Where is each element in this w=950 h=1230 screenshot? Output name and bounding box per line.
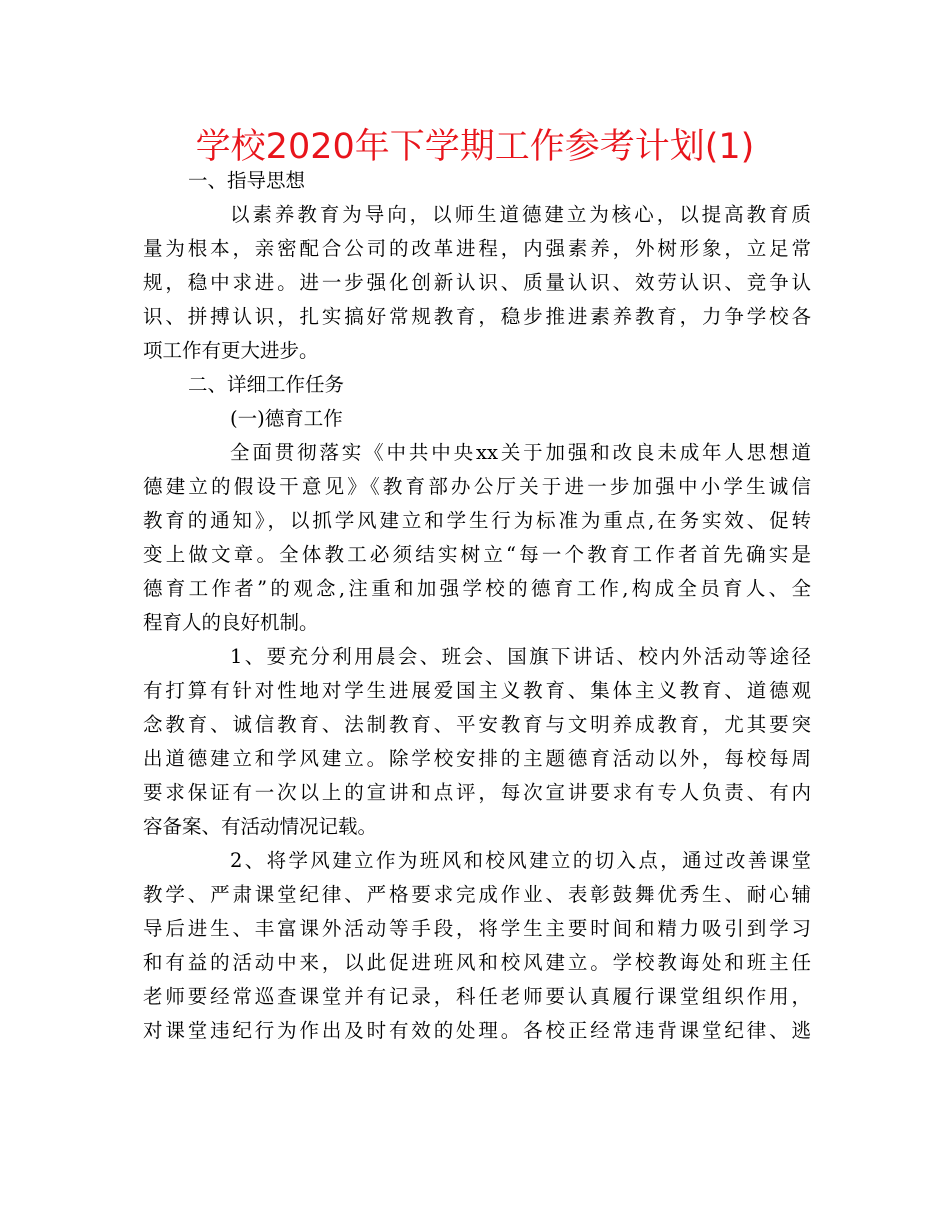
body-line: 规，稳中求进。进一步强化创新认识、质量认识、效劳认识、竞争认 (143, 271, 811, 294)
body-line: 1、要充分利用晨会、班会、国旗下讲话、校内外活动等途径 (230, 645, 811, 668)
body-line: (一)德育工作 (230, 407, 343, 430)
body-line: 一、指导思想 (188, 169, 306, 192)
body-line: 识、拼搏认识，扎实搞好常规教育，稳步推进素养教育，力争学校各 (143, 305, 811, 328)
document-title: 学校2020年下学期工作参考计划(1) (195, 127, 755, 167)
body-line: 念教育、诚信教育、法制教育、平安教育与文明养成教育，尤其要突 (143, 713, 811, 736)
body-line: 变上做文章。全体教工必须结实树立“每一个教育工作者首先确实是 (143, 543, 811, 566)
body-line: 德育工作者”的观念,注重和加强学校的德育工作,构成全员育人、全 (143, 577, 811, 600)
body-line: 教育的通知》，以抓学风建立和学生行为标准为重点,在务实效、促转 (143, 509, 811, 532)
body-line: 以素养教育为导向，以师生道德建立为核心，以提高教育质 (230, 203, 811, 226)
body-line: 导后进生、丰富课外活动等手段，将学生主要时间和精力吸引到学习 (143, 917, 811, 940)
body-line: 对课堂违纪行为作出及时有效的处理。各校正经常违背课堂纪律、逃 (143, 1019, 811, 1042)
body-line: 二、详细工作任务 (188, 373, 345, 396)
body-line: 和有益的活动中来，以此促进班风和校风建立。学校教诲处和班主任 (143, 951, 811, 974)
body-line: 全面贯彻落实《中共中央xx关于加强和改良未成年人思想道 (230, 441, 811, 464)
body-line: 出道德建立和学风建立。除学校安排的主题德育活动以外，每校每周 (143, 747, 811, 770)
body-line: 德建立的假设干意见》《教育部办公厅关于进一步加强中小学生诚信 (143, 475, 811, 498)
body-line: 容备案、有活动情况记载。 (143, 815, 378, 838)
body-line: 老师要经常巡查课堂并有记录，科任老师要认真履行课堂组织作用， (143, 985, 811, 1008)
document-body (143, 164, 811, 1048)
body-line: 有打算有针对性地对学生进展爱国主义教育、集体主义教育、道德观 (143, 679, 811, 702)
body-line: 要求保证有一次以上的宣讲和点评，每次宣讲要求有专人负责、有内 (143, 781, 811, 804)
body-line: 项工作有更大进步。 (143, 339, 319, 362)
body-line: 教学、严肃课堂纪律、严格要求完成作业、表彰鼓舞优秀生、耐心辅 (143, 883, 811, 906)
body-line: 2、将学风建立作为班风和校风建立的切入点，通过改善课堂 (230, 849, 811, 872)
body-line: 量为根本，亲密配合公司的改革进程，内强素养，外树形象，立足常 (143, 237, 811, 260)
body-line: 程育人的良好机制。 (143, 611, 319, 634)
